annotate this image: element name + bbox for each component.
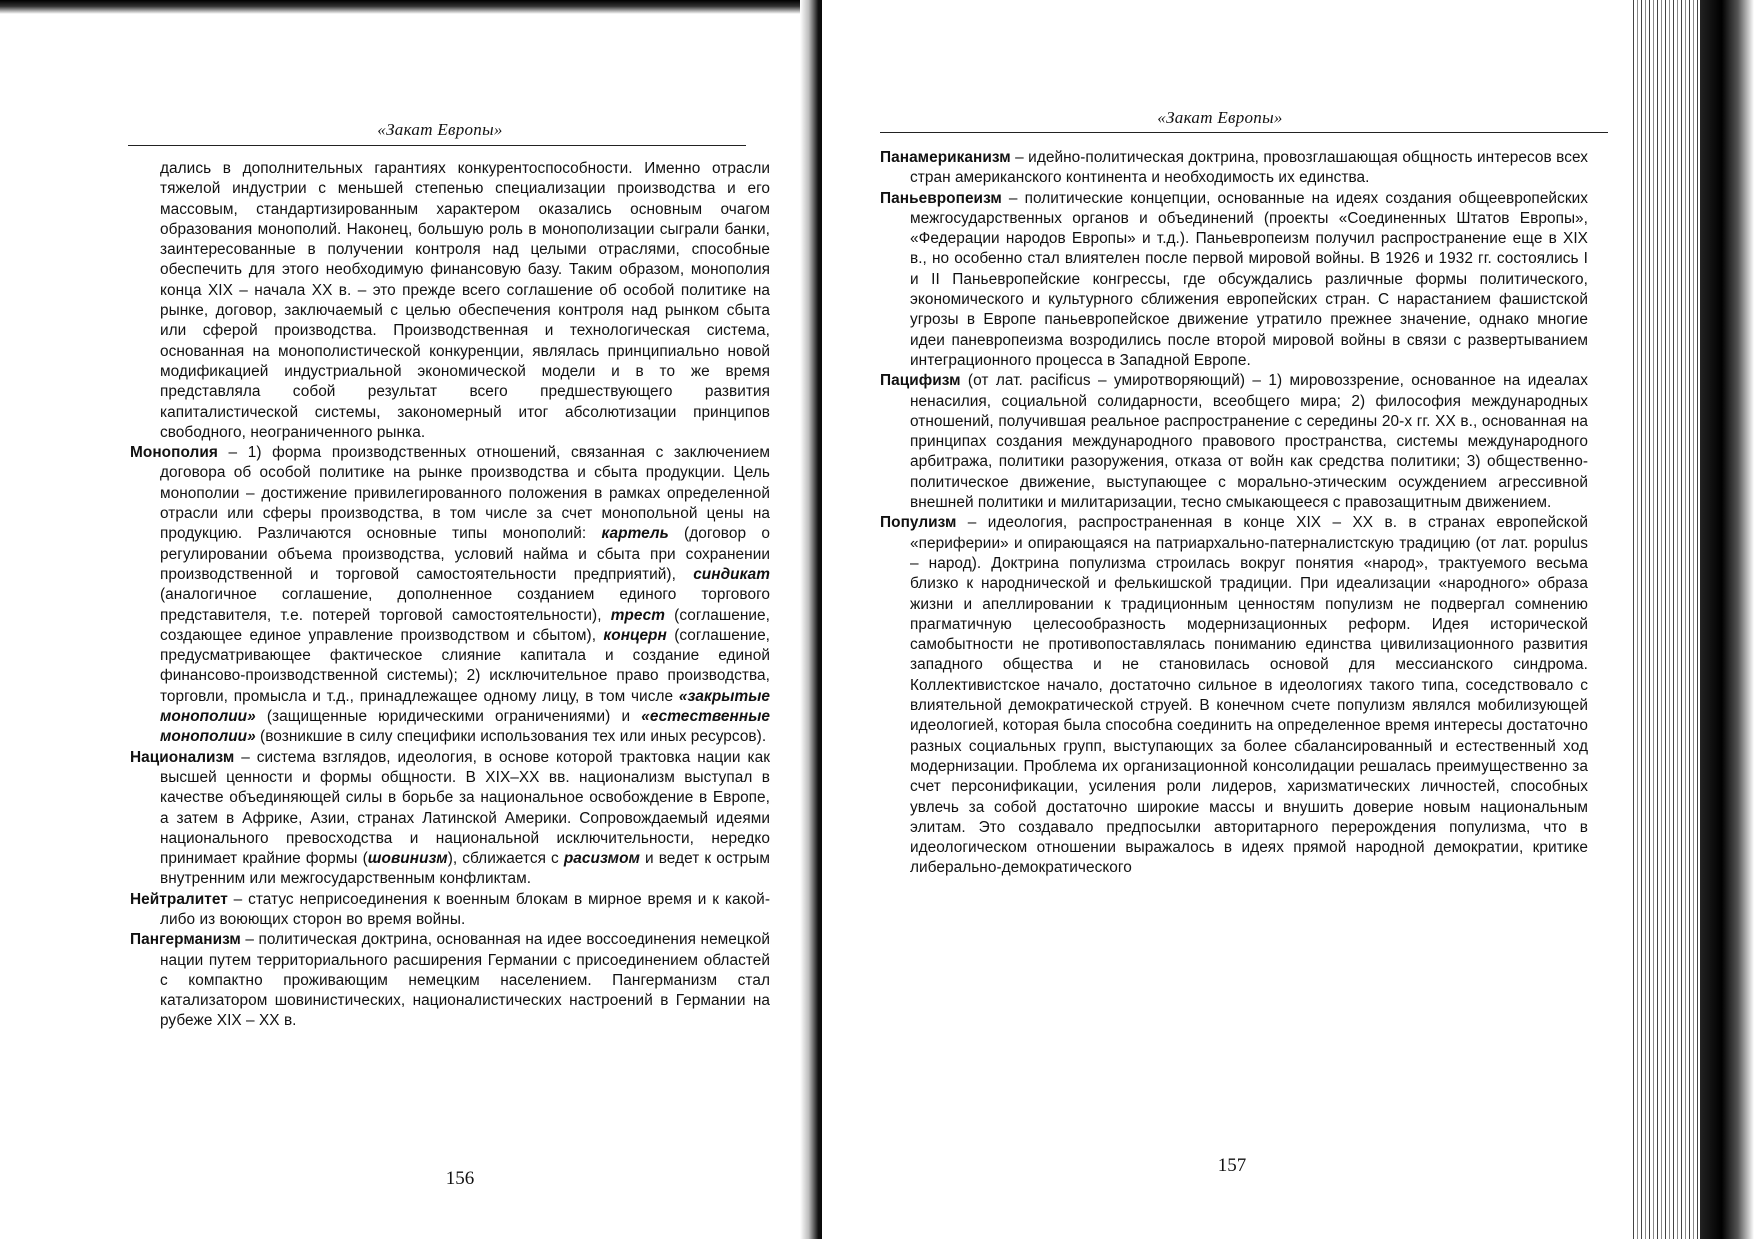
term-closed-monopolies: «закрытые монополии» xyxy=(160,687,770,726)
term-nationalism: Национализм xyxy=(130,748,235,766)
term-panamericanism: Панамериканизм xyxy=(880,149,1011,166)
entry-monopoly: Монополия – 1) форма производственных отношений, связанная с заключением договора об особой политике на рынке производства и сбыта продукции. Цель монополии – достижение привилегированного положения в рамках определенной отрасли или сферы производства, в том числе за счет монопольной цены на продукцию. Различаются основные типы монополий: картель (договор о регулировании объема производства, условий найма и сбыта при сохранении производственной и торговой самостоятельности предприятий), синдикат (аналогичное соглашение, дополненное созданием единого торгового представителя, т.е. потерей торговой самостоятельности), трест (соглашение, создающее единое управление производством и сбытом), концерн (соглашение, предусматривающее фактическое слияние капитала и создание единой финансово-производственной системы); 2) исключительное право производства, торговли, промысла и т.д., принадлежащее одному лицу, в том числе «закрытые монополии» (защищенные юридическими ограничениями) и «естественные монополии» (возникшие в силу специфики использования тех или иных ресурсов). xyxy=(130,444,770,746)
term-trust: трест xyxy=(610,606,666,624)
term-racism: расизмом xyxy=(563,850,640,868)
book-edge-right xyxy=(1630,0,1754,1239)
entry-pangermanism: Пангерманизм – политическая доктрина, основанная на идее воссоединения немецкой нации путем территориального расширения Германии с присоединением областей с компактно проживающим немецким населением. Пангерманизм стал катализатором шовинистических, националистических настроений в Германии на рубеже XIX – XX в. xyxy=(130,931,770,1030)
page-number-right: 157 xyxy=(1217,1155,1247,1176)
term-paneuropeanism: Паньевропеизм xyxy=(880,189,1002,207)
right-page xyxy=(822,0,1622,1239)
running-head-left: «Закат Европы» xyxy=(377,120,503,139)
scan-shadow-top xyxy=(0,0,848,14)
page-number-left: 156 xyxy=(445,1168,475,1189)
entry-paneuropeanism: Паньевропеизм – политические концепции, основанные на идеях создания общеевропейских межгосударственных органов и объединений (проекты «Соединенных Штатов Европы», «Федерации народов Европы» и т.д.). Паньевропеизм получил распространение еще в XIX в., но особенно стал влиятелен после первой мировой войны. В 1926 и 1932 гг. состоялись I и II Паньевропейские конгрессы, где обсуждались различные формы политического, экономического и культурного сближения европейских стран. С нарастанием фашистской угрозы в Европе паньевропейское движение утратило прежнее значение, однако многие идеи паневропеизма возродились после второй мировой войны в связи с развертыванием интеграционного процесса в Западной Европе. xyxy=(880,189,1588,369)
entry-nationalism: Национализм – система взглядов, идеология, в основе которой трактовка нации как высшей ценности и формы общности. В XIX–XX вв. национализм выступал в качестве объединяющей силы в борьбе за национальное освобождение в Европе, а затем в Африке, Азии, странах Латинской Америки. Сопровождаемый идеями национального превосходства и национальной исключительности, нередко принимает крайние формы (шовинизм), сближается с расизмом и ведет к острым внутренним или межгосударственным конфликтам. xyxy=(130,748,771,888)
entry-neutrality: Нейтралитет – статус неприсоединения к военным блокам в мирное время и к какой-либо из воюющих сторон во время войны. xyxy=(130,890,770,928)
term-monopoly: Монополия xyxy=(130,444,218,462)
term-neutrality: Нейтралитет xyxy=(130,890,228,908)
term-pacifism: Пацифизм xyxy=(880,372,961,390)
term-populism: Популизм xyxy=(880,514,957,532)
header-rule-left xyxy=(128,145,746,146)
term-concern: концерн xyxy=(603,626,667,644)
right-text-block xyxy=(880,148,1588,879)
term-cartel: картель xyxy=(601,525,669,543)
term-pangermanism: Пангерманизм xyxy=(130,931,241,949)
term-syndicate: синдикат xyxy=(693,565,770,583)
entry-panamericanism: Панамериканизм – идейно-политическая доктрина, провозглашающая общность интересов всех стран американского континента и необходимость их единства. xyxy=(880,149,1588,187)
left-page xyxy=(0,0,810,1239)
entry-pacifism: Пацифизм (от лат. pacificus – умиротворяющий) – 1) мировоззрение, основанное на идеалах ненасилия, социальной солидарности, всеобщего мира; 2) философия международных отношений, получившая реальное распространение с середины 20-х гг. XX в., основанная на принципах создания международного правового пространства, системы международного арбитража, политики разоружения, отказа от войн как средства политики; 3) общественно-политическое движение, выступающее с морально-этическим осуждением агрессивной внешней политики и милитаризации, тесно смыкающееся с правозащитным движением. xyxy=(880,372,1588,512)
left-text-block xyxy=(130,159,770,1032)
entry-populism: Популизм – идеология, распространенная в конце XIX – XX в. в странах европейской «периферии» и опирающаяся на патриархально-патерналистскую традицию (от лат. populus – народ). Доктрина популизма строилась вокруг понятия «народ», трактуемого весьма близко к народнической и фелькишской традиции. При идеализации «народного» образа жизни и апеллировании к традиционным ценностям популизм не подвергал сомнению прагматичную целесообразность модернизационных реформ. Идея исторической самобытности не противопоставлялась пониманию единства цивилизационного развития западного общества и не становилась основой для мессианского синдрома. Коллективистское начало, достаточно сильное в идеологиях такого типа, соседствовало с влиятельной демократической струей. В конечном счете популизм являлся мобилизующей идеологией, которая была способна соединить на определенное время интересы достаточно разных социальных групп, выступающих за более сбалансированный и естественный ход модернизации. Проблема их организационной консолидации решалась преимущественно за счет персонификации, усиления роли лидеров, харизматических личностей, способных увлечь за собой достаточно широкие массы и внушить доверие новым национальным элитам. Это создавало предпосылки авторитарного перерождения популизма, что в идеологическом отношении выражалось в идеях прямой народной демократии, критике либерально-демократического xyxy=(880,514,1588,877)
term-natural-monopolies: «естественные монополии» xyxy=(160,708,770,746)
running-head-right: «Закат Европы» xyxy=(1157,108,1283,127)
continuation-paragraph: дались в дополнительных гарантиях конкурентоспособности. Именно отрасли тяжелой индустрии с меньшей степенью специализации производства и его массовым, стандартизированным характером оказались основным очагом образования монополий. Наконец, большую роль в монополизации сыграли банки, заинтересованные в получении контроля над целыми отраслями, способные обеспечить для этого необходимую финансовую базу. Таким образом, монополия конца XIX – начала XX в. – это прежде всего соглашение об особой политике на рынке, договор, заключаемый с целью обеспечения контроля над рынком сбыта или сферой производства. Производственная и технологическая система, основанная на монополистической конкуренции, являлась принципиально новой модификацией индустриальной экономической модели и в то же время представляла собой результат всего предшествующего развития капиталистической системы, закономерный итог абсолютизации принципов свободного, неограниченного рынка. xyxy=(160,160,770,441)
term-chauvinism: шовинизм xyxy=(367,850,448,868)
header-rule-right xyxy=(880,132,1608,133)
